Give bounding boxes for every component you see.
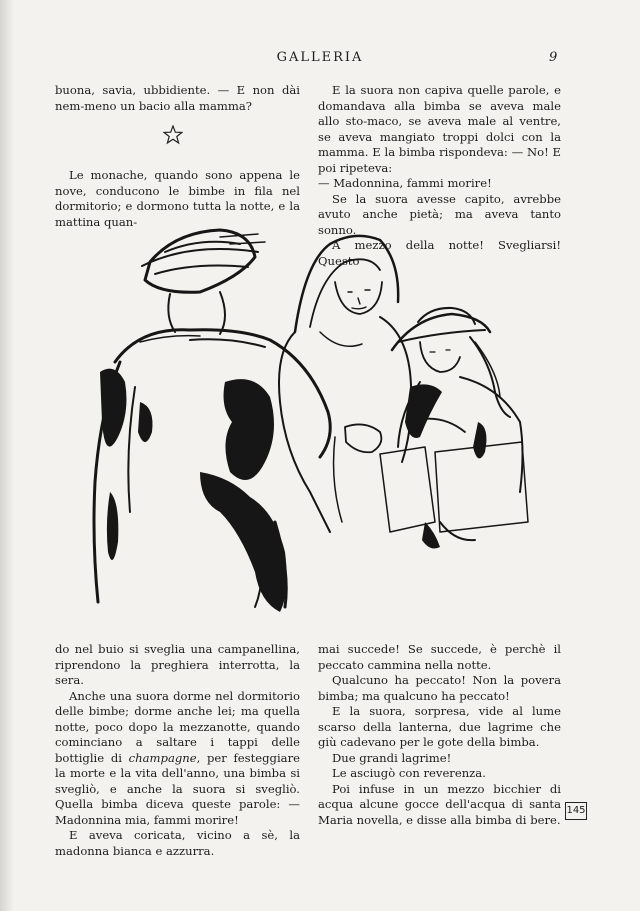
paragraph-text: , per festeggiare la morte e la vita dell'anno, una bimba si svegliò, e anche la suora si svegliò. Quella bimba diceva queste parole: — Madonnina mia, fammi morire! bbox=[55, 750, 300, 827]
sheet-number-badge: 145 bbox=[565, 802, 587, 820]
ink-illustration bbox=[80, 222, 540, 622]
paragraph: Due grandi lagrime! bbox=[332, 750, 452, 765]
running-title: GALLERIA bbox=[276, 50, 364, 65]
star-icon bbox=[163, 125, 183, 145]
woman-figure bbox=[94, 230, 330, 607]
page-number: 9 bbox=[549, 50, 558, 65]
paragraph: mai succede! Se succede, è perchè il peccato cammina nella notte. bbox=[318, 642, 561, 672]
paragraph-text: Anche una suora dorme nel dormitorio delle bimbe; dorme anche lei; ma quella notte, poco dopo la mezzanotte, quando cominciano a saltare i tappi delle bottiglie di bbox=[55, 688, 300, 765]
girl-coat-shading bbox=[405, 384, 486, 548]
paragraph: buona, savia, ubbidiente. — E non dài nem-meno un bacio alla mamma? bbox=[55, 83, 300, 113]
paragraph: Qualcuno ha peccato! Non la povera bimba; ma qualcuno ha peccato! bbox=[318, 673, 561, 703]
italic-word: champagne bbox=[128, 750, 197, 765]
column-bottom-left bbox=[55, 642, 300, 859]
paragraph: A mezzo della notte! Svegliarsi! Questo bbox=[318, 238, 561, 268]
paragraph: Se la suora avesse capito, avrebbe avuto anche pietà; ma aveva tanto sonno. bbox=[318, 191, 561, 237]
paragraph: E la suora, sorpresa, vide al lume scarso della lanterna, due lagrime che giù cadevano per le gote della bimba. bbox=[318, 704, 561, 749]
paragraph: E la suora non capiva quelle parole, e domandava alla bimba se aveva male allo sto-maco, se aveva male al ventre, se aveva mangiato troppi dolci con la mamma. E la bimba rispondeva: — No! E poi ripeteva: bbox=[318, 83, 561, 175]
nun-figure bbox=[279, 236, 411, 532]
paragraph bbox=[55, 689, 300, 829]
paragraph: Poi infuse in un mezzo bicchier di acqua alcune gocce dell'acqua di santa Maria novella, e disse alla bimba di bere. bbox=[318, 781, 561, 827]
gutter-shadow bbox=[0, 0, 14, 911]
column-top-left bbox=[55, 83, 300, 230]
paragraph: — Madonnina, fammi morire! bbox=[318, 176, 492, 190]
paragraph: Le monache, quando sono appena le nove, conducono le bimbe in fila nel dormitorio; e dormono tutta la notte, e la mattina quan- bbox=[55, 168, 300, 229]
paragraph: Le asciugò con reverenza. bbox=[332, 766, 486, 780]
column-bottom-right bbox=[318, 642, 561, 828]
paragraph: do nel buio si sveglia una campanellina, riprendono la preghiera interrotta, la sera. bbox=[55, 642, 300, 687]
paragraph: E aveva coricata, vicino a sè, la madonna bianca e azzurra. bbox=[55, 828, 300, 858]
